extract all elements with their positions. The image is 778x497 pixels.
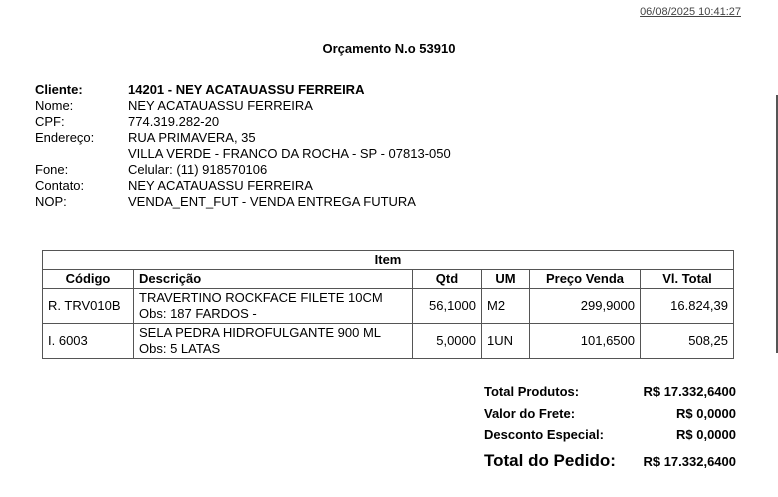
desconto-value: R$ 0,0000 [676, 427, 736, 442]
table-row [43, 324, 734, 359]
row-codigo: R. TRV010B [43, 289, 134, 324]
valor-frete-row [484, 406, 736, 428]
desconto-row [484, 427, 736, 449]
row-descricao: SELA PEDRA HIDROFULGANTE 900 ML [139, 325, 382, 340]
contato-label: Contato: [35, 178, 85, 193]
items-table [42, 250, 734, 359]
header-total: Vl. Total [641, 270, 734, 289]
header-um: UM [482, 270, 530, 289]
valor-frete-label: Valor do Frete: [484, 405, 576, 421]
endereco-row [35, 130, 451, 146]
total-produtos-value: R$ 17.332,6400 [643, 384, 736, 399]
cliente-row [35, 82, 451, 98]
row-descricao-cell [134, 324, 413, 359]
total-pedido-value: R$ 17.332,6400 [643, 453, 736, 469]
header-codigo: Código [43, 270, 134, 289]
table-row [43, 289, 734, 324]
row-um: 1UN [482, 324, 530, 359]
row-obs: Obs: 5 LATAS [139, 341, 221, 356]
endereco-label: Endereço: [35, 130, 95, 145]
fone-label: Fone: [35, 162, 69, 177]
total-produtos-label: Total Produtos: [484, 384, 580, 399]
print-timestamp: 06/08/2025 10:41:27 [640, 6, 741, 18]
cliente-value: 14201 - NEY ACATAUASSU FERREIRA [128, 82, 365, 97]
row-preco: 299,9000 [530, 289, 641, 324]
row-codigo: I. 6003 [43, 324, 134, 359]
totals-block [484, 384, 736, 472]
nop-value: VENDA_ENT_FUT - VENDA ENTREGA FUTURA [128, 194, 416, 209]
nop-row [35, 194, 451, 210]
contato-value: NEY ACATAUASSU FERREIRA [128, 178, 313, 193]
desconto-label: Desconto Especial: [484, 427, 604, 442]
nome-row [35, 98, 451, 114]
total-pedido-row [484, 451, 736, 473]
cpf-label: CPF: [35, 114, 65, 129]
row-qtd: 5,0000 [413, 324, 482, 359]
row-descricao-cell [134, 289, 413, 324]
contato-row [35, 178, 451, 194]
row-total: 508,25 [641, 324, 734, 359]
item-group-header: Item [43, 251, 734, 270]
header-qtd: Qtd [413, 270, 482, 289]
cliente-label: Cliente: [35, 82, 83, 97]
header-preco: Preço Venda [530, 270, 641, 289]
nop-label: NOP: [35, 194, 67, 209]
endereco-row-2 [35, 146, 451, 162]
row-obs: Obs: 187 FARDOS - [139, 306, 257, 321]
row-total: 16.824,39 [641, 289, 734, 324]
nome-label: Nome: [35, 98, 74, 113]
row-qtd: 56,1000 [413, 289, 482, 324]
cpf-value: 774.319.282-20 [128, 114, 220, 129]
row-descricao: TRAVERTINO ROCKFACE FILETE 10CM [139, 290, 383, 305]
endereco-line2: VILLA VERDE - FRANCO DA ROCHA - SP - 07813-050 [128, 146, 451, 161]
header-descricao: Descrição [134, 270, 413, 289]
nome-value: NEY ACATAUASSU FERREIRA [128, 98, 313, 113]
fone-row [35, 162, 451, 178]
cpf-row [35, 114, 451, 130]
total-pedido-label: Total do Pedido: [484, 450, 616, 470]
endereco-line1: RUA PRIMAVERA, 35 [128, 130, 256, 145]
row-um: M2 [482, 289, 530, 324]
valor-frete-value: R$ 0,0000 [676, 405, 736, 421]
page-title: Orçamento N.o 53910 [322, 41, 456, 56]
total-produtos-row [484, 384, 736, 406]
fone-value: Celular: (11) 918570106 [128, 162, 268, 177]
row-preco: 101,6500 [530, 324, 641, 359]
client-info [35, 82, 451, 210]
